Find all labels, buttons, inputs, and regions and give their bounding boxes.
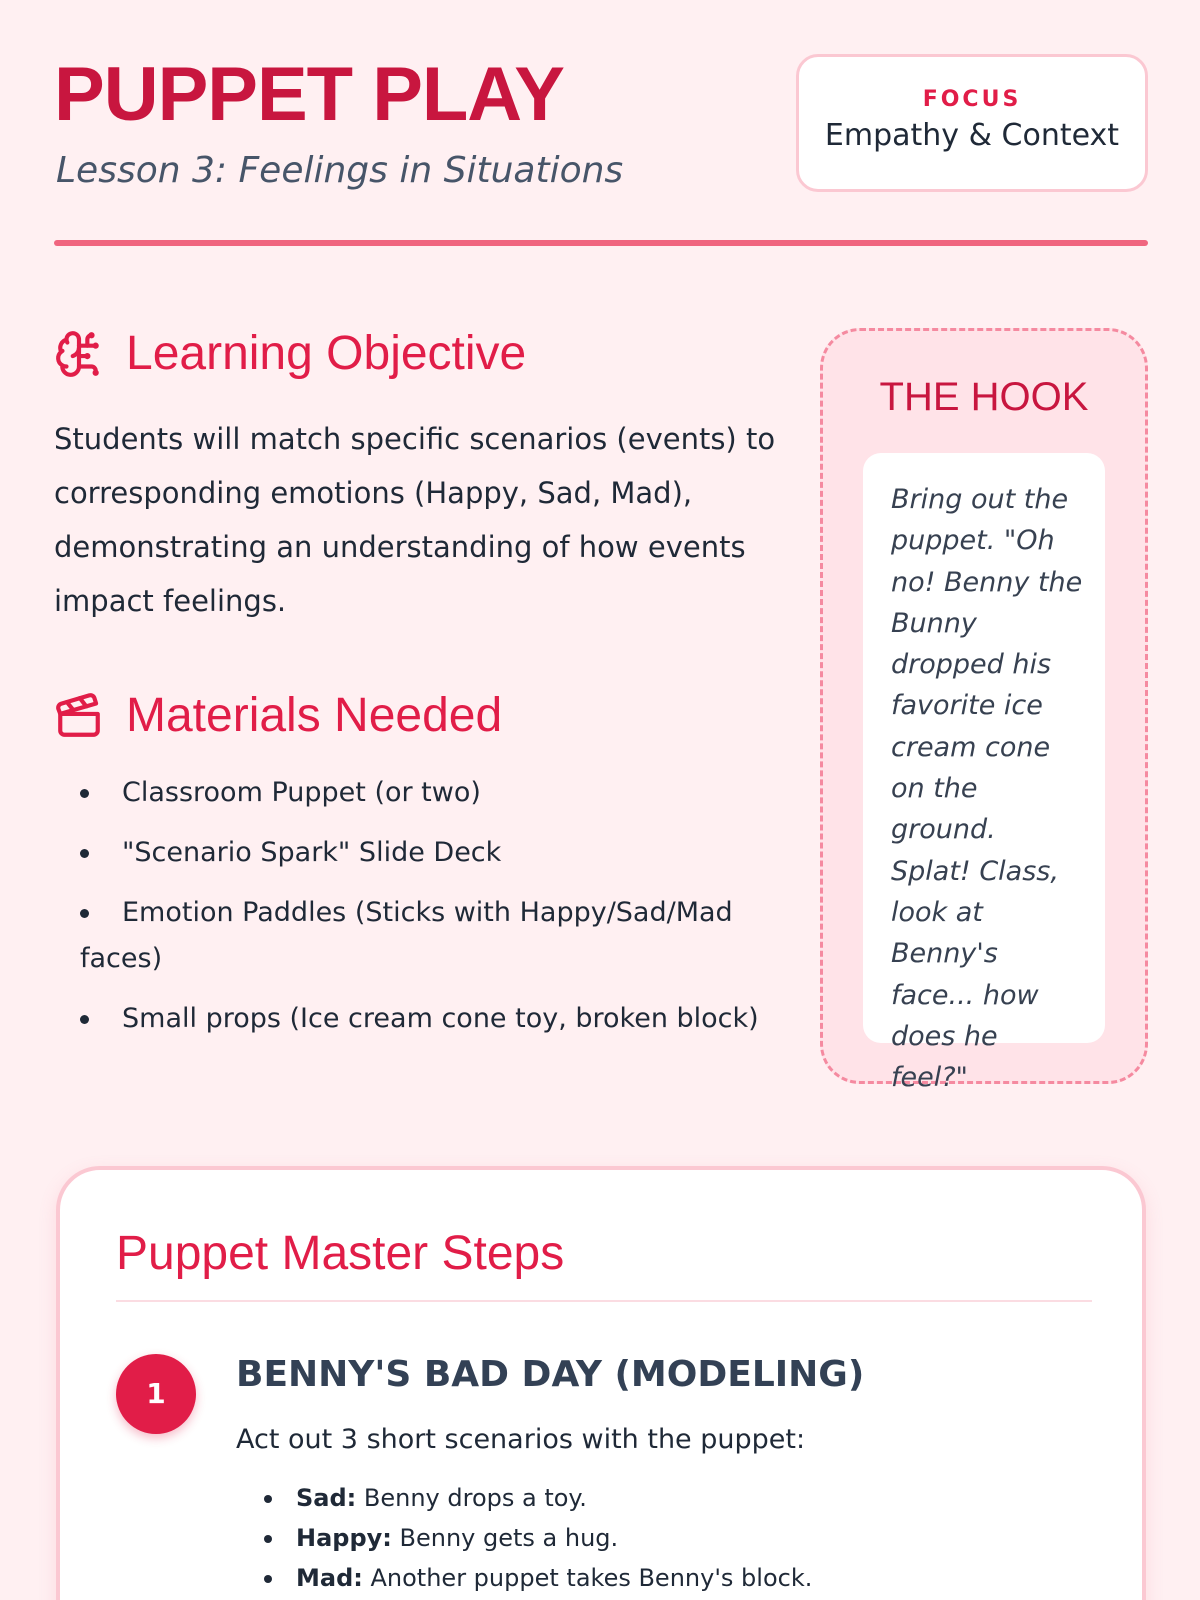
list-item: Classroom Puppet (or two) — [80, 770, 780, 816]
steps-divider — [116, 1300, 1092, 1302]
clapperboard-icon — [54, 691, 104, 741]
hook-text: Bring out the puppet. "Oh no! Benny the Bunny dropped his favorite ice cream cone on the ground. Splat! Class, look at Benny's face... how does he feel?" — [891, 484, 1083, 1094]
steps-heading: Puppet Master Steps — [116, 1227, 565, 1280]
scenario-text: Benny drops a toy. — [356, 1484, 587, 1512]
materials-heading — [54, 688, 502, 743]
lesson-subtitle: Lesson 3: Feelings in Situations — [56, 150, 624, 191]
focus-label: FOCUS — [922, 87, 1022, 112]
list-item: "Scenario Spark" Slide Deck — [80, 830, 780, 876]
lesson-header — [54, 50, 1148, 250]
emotion-label: Mad: — [296, 1564, 363, 1592]
list-item: Emotion Paddles (Sticks with Happy/Sad/Mad faces) — [80, 890, 780, 982]
brain-icon — [54, 329, 104, 379]
step-title: BENNY'S BAD DAY (MODELING) — [236, 1354, 865, 1395]
header-divider — [54, 240, 1148, 246]
list-item: Small props (Ice cream cone toy, broken block) — [80, 996, 780, 1042]
step-number-badge: 1 — [116, 1354, 196, 1434]
objective-heading — [54, 326, 526, 381]
list-item — [264, 1558, 812, 1598]
materials-heading-text: Materials Needed — [126, 689, 503, 742]
scenario-text: Another puppet takes Benny's block. — [362, 1564, 813, 1592]
focus-value: Empathy & Context — [824, 118, 1120, 153]
list-item — [264, 1478, 812, 1518]
emotion-label: Happy: — [296, 1524, 392, 1552]
hook-panel — [820, 328, 1148, 1094]
step-description: Act out 3 short scenarios with the puppet: — [236, 1424, 806, 1455]
objective-text: Students will match specific scenarios (events) to corresponding emotions (Happy, Sad, Mad), demonstrating an understanding of how events impact feelings. — [54, 422, 776, 618]
materials-list — [80, 770, 780, 1056]
scenario-text: Benny gets a hug. — [391, 1524, 619, 1552]
hook-title: THE HOOK — [879, 375, 1089, 419]
focus-badge — [796, 54, 1148, 192]
steps-card — [56, 1166, 1146, 1600]
emotion-label: Sad: — [296, 1484, 357, 1512]
list-item — [264, 1518, 812, 1558]
hook-card — [863, 453, 1105, 1094]
page-title: PUPPET PLAY — [54, 52, 564, 137]
objective-heading-text: Learning Objective — [126, 327, 527, 380]
step-bullets — [264, 1478, 812, 1598]
